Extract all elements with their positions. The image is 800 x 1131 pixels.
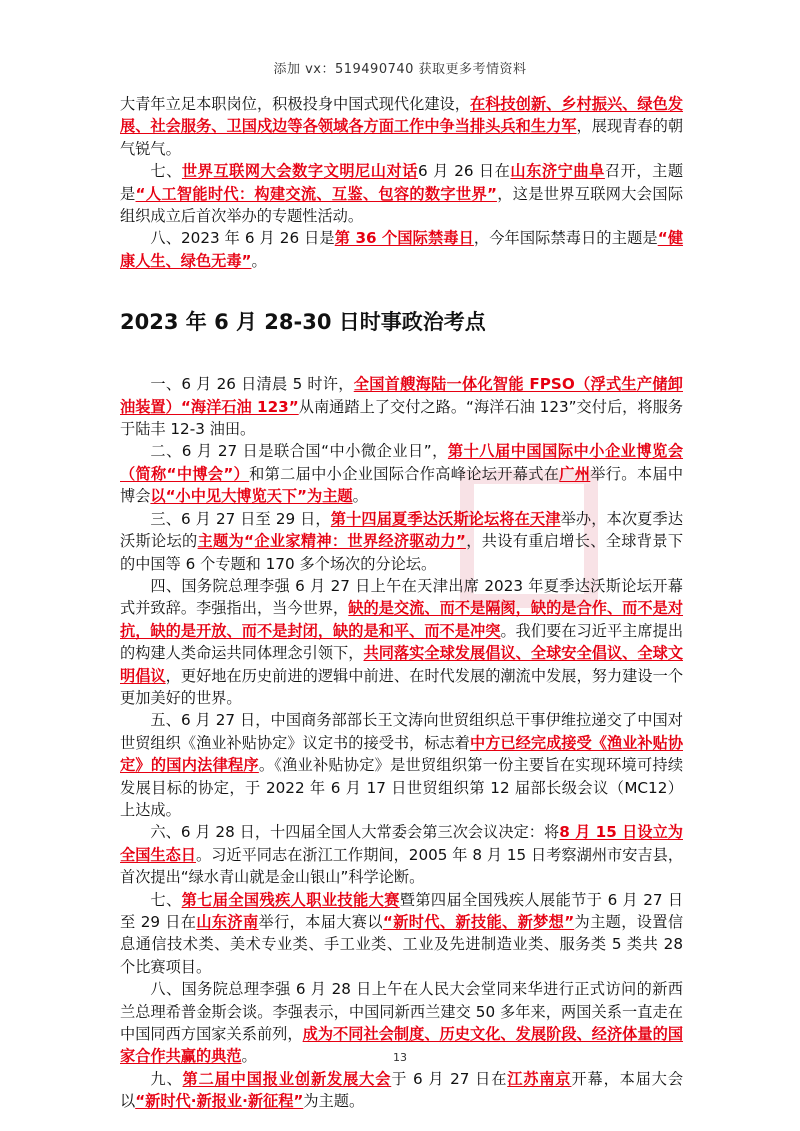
text-run: 一、6 月 26 日清晨 5 时许， — [150, 375, 354, 394]
paragraph — [120, 373, 683, 440]
highlighted-keyword: 全国首艘海陆一体化智能 FPSO（浮式生产储卸油装置）“海洋石油 123” — [120, 375, 683, 416]
paragraph — [120, 227, 683, 272]
text-run: ，展现青春的朝气锐气。 — [120, 117, 684, 158]
text-run: 举行，本届大赛以 — [258, 913, 383, 931]
paragraph — [120, 821, 683, 888]
text-run: 为主题。 — [303, 1092, 365, 1111]
page-number: 13 — [393, 1051, 407, 1064]
highlighted-keyword: 第十八届中国国际中小企业博览会（简称“中博会”） — [120, 442, 684, 483]
highlighted-keyword: 第 36 个国际禁毒日 — [334, 229, 474, 248]
highlighted-keyword: 江苏南京 — [507, 1069, 572, 1088]
paragraph — [120, 160, 683, 227]
text-run: 三、6 月 27 日至 29 日， — [150, 509, 331, 528]
highlighted-keyword: “新时代·新报业·新征程” — [135, 1092, 304, 1111]
text-run: 6 月 26 日在 — [418, 162, 511, 181]
text-run: ，这是世界互联网大会国际组织成立后首次举办的专题性活动。 — [120, 184, 684, 226]
highlighted-keyword: 缺的是交流、而不是隔阂，缺的是合作、而不是对抗，缺的是开放、而不是封闭，缺的是和平、而不是冲突 — [120, 599, 684, 640]
text-run: 举办，本次夏季达沃斯论坛的 — [120, 509, 684, 551]
highlighted-keyword: 以“小中见大博览天下”为主题 — [150, 487, 353, 506]
highlighted-keyword: “新时代、新技能、新梦想” — [382, 913, 575, 931]
paragraph — [120, 93, 683, 160]
text-run: 和第二届中小企业国际合作高峰论坛开幕式在 — [249, 464, 560, 483]
highlighted-keyword: 世界互联网大会数字文明尼山对话 — [181, 162, 419, 181]
document-body — [120, 93, 683, 1113]
text-run: ，共设有重启增长、全球背景下的中国等 6 个专题和 170 多个场次的分论坛。 — [120, 532, 684, 573]
highlighted-keyword: 8 月 15 日设立为全国生态日 — [120, 823, 683, 864]
text-run: 于 6 月 27 日在 — [391, 1069, 508, 1088]
highlighted-keyword: 共同落实全球发展倡议、全球安全倡议、全球文明倡议 — [120, 644, 684, 685]
text-run: 。我们要在习近平主席提出的构建人类命运共同体理念引领下， — [120, 621, 684, 663]
text-run: 。 — [251, 251, 267, 270]
section-title — [120, 308, 683, 336]
highlighted-keyword: 广州 — [559, 464, 591, 483]
highlighted-keyword: 第十四届夏季达沃斯论坛将在天津 — [330, 509, 561, 528]
paragraph — [120, 709, 683, 821]
highlighted-keyword: 在科技创新、乡村振兴、绿色发展、社会服务、卫国戍边等各领域各方面工作中争当排头兵和生力军 — [120, 95, 684, 136]
paragraph — [120, 575, 683, 709]
paragraph — [120, 508, 683, 575]
paragraph — [120, 889, 683, 979]
highlighted-keyword: 主题为“企业家精神：世界经济驱动力” — [197, 532, 466, 551]
text-run: 八、国务院总理李强 6 月 28 日上午在人民大会堂同来华进行正式访问的新西兰总理希普金斯会谈。李强表示，中国同新西兰建交 50 多年来，两国关系一直走在中国同西方国家关系前列， — [120, 980, 683, 1044]
highlighted-keyword: 山东济南 — [196, 913, 259, 931]
highlighted-keyword: “人工智能时代：构建交流、互鉴、包容的数字世界” — [135, 184, 497, 203]
text-run: 。 — [241, 1047, 257, 1066]
paragraph — [120, 440, 683, 507]
paragraph — [120, 1068, 683, 1113]
text-run: 召开，主题是 — [120, 162, 684, 203]
highlighted-keyword: 中方已经完成接受《渔业补贴协定》的国内法律程序 — [120, 733, 684, 775]
highlighted-keyword: “健康人生、绿色无毒” — [120, 229, 684, 270]
text-run: 举行。本届中博会 — [120, 464, 684, 506]
text-run: 五、6 月 27 日，中国商务部部长王文涛向世贸组织总干事伊维拉递交了中国对世贸组织《渔业补贴协定》议定书的接受书，标志着 — [120, 711, 683, 752]
text-run: 七、 — [150, 162, 182, 181]
text-run: 。习近平同志在浙江工作期间，2005 年 8 月 15 日考察湖州市安吉县，首次提出“绿水青山就是金山银山”科学论断。 — [120, 845, 684, 887]
text-run: ，更好地在历史前进的逻辑中前进、在时代发展的潮流中发展，努力建设一个更加美好的世界。 — [120, 666, 684, 707]
text-run: 四、国务院总理李强 6 月 27 日上午在天津出席 2023 年夏季达沃斯论坛开幕式并致辞。李强指出，当今世界， — [120, 576, 683, 618]
text-run: 二、6 月 27 日是联合国“中小微企业日”， — [150, 442, 448, 461]
page-header: 添加 vx：519490740 获取更多考情资料 — [273, 62, 527, 77]
text-run: 八、2023 年 6 月 26 日是 — [150, 229, 335, 248]
text-run: 暨第四届全国残疾人展能节于 6 月 27 日至 29 日在 — [120, 890, 684, 931]
text-run: 九、 — [150, 1069, 183, 1088]
text-run: 七、 — [150, 890, 182, 909]
highlighted-keyword: 第七届全国残疾人职业技能大赛 — [181, 890, 400, 909]
text-run: 从南通踏上了交付之路。“海洋石油 123”交付后，将服务于陆丰 12-3 油田。 — [120, 397, 683, 439]
text-run: 六、6 月 28 日，十四届全国人大常委会第三次会议决定：将 — [150, 823, 560, 842]
text-run: 。《渔业补贴协定》是世贸组织第一份主要旨在实现环境可持续发展目标的协定，于 2022 年 6 月 17 日世贸组织第 12 届部长级会议（MC12）上达成。 — [120, 756, 684, 819]
text-run: 。 — [352, 487, 368, 506]
text-run: 开幕，本届大会以 — [120, 1069, 684, 1111]
highlighted-keyword: 成为不同社会制度、历史文化、发展阶段、经济体量的国家合作共赢的典范 — [120, 1025, 684, 1066]
text-run: 2023 年 6 月 28-30 日时事政治考点 — [120, 310, 486, 335]
highlighted-keyword: 第二届中国报业创新发展大会 — [182, 1069, 392, 1088]
highlighted-keyword: 山东济宁曲阜 — [510, 162, 605, 181]
text-run: ，今年国际禁毒日的主题是 — [473, 229, 658, 248]
text-run: 为主题，设置信息通信技术类、美术专业类、手工业类、工业及先进制造业类、服务类 5 类共 28 个比赛项目。 — [120, 913, 684, 976]
text-run: 大青年立足本职岗位，积极投身中国式现代化建设， — [120, 95, 470, 113]
